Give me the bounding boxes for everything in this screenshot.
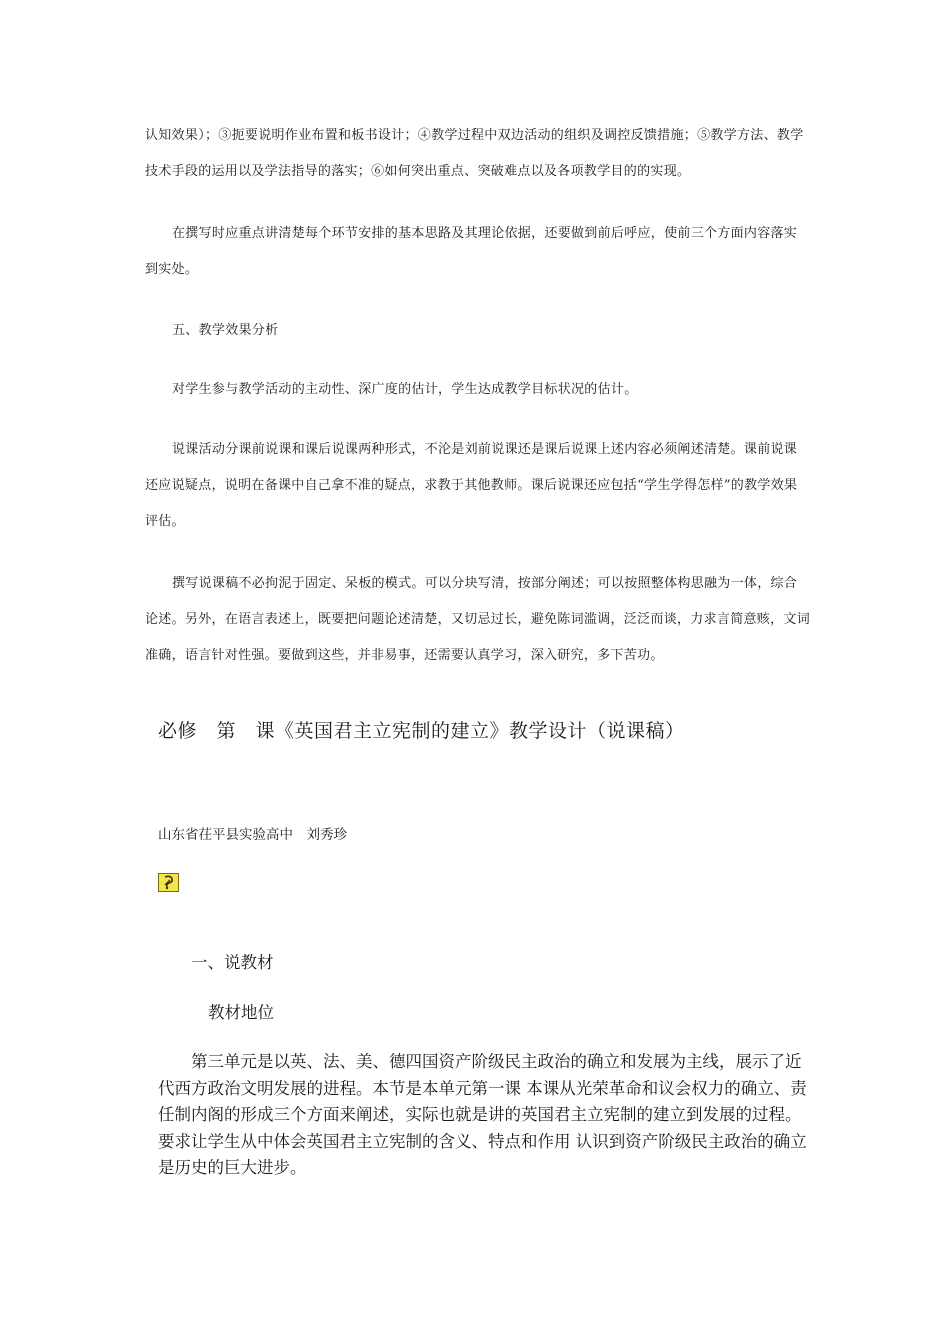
document-glyph-icon (161, 875, 176, 890)
paragraph-writing-style: 撰写说课稿不必拘泥于固定、呆板的模式。可以分块写清，按部分阐述；可以按照整体构思融为一体，综合论述。另外，在语言表述上，既要把问题论述清楚，又切忌过长，避免陈词滥调，泛泛而谈，力求言简意赅，文词准确，语言针对性强。要做到这些，并非易事，还需要认真学习，深入研究，多下苦功。 (145, 576, 811, 663)
heading-teaching-effect-analysis: 五、教学效果分析 (172, 323, 279, 338)
subsection-heading-textbook-position: 教材地位 (208, 1003, 274, 1022)
embedded-document-icon[interactable] (158, 873, 179, 892)
paragraph-textbook-position: 第三单元是以英、法、美、德四国资产阶级民主政治的确立和发展为主线，展示了近代西方政治文明发展的进程。本节是本单元第一课 本课从光荣革命和议会权力的确立、责任制内阁的形成三个方面来阐述，实际也就是讲的英国君主立宪制的建立到发展的过程。要求让学生从中体会英国君主立宪制的含义、特点和作用 认识到资产阶级民主政治的确立是历史的巨大进步。 (158, 1052, 807, 1177)
lesson-author: 山东省茌平县实验高中 刘秀珍 (158, 827, 347, 843)
section-heading-textbook: 一、说教材 (191, 953, 274, 972)
paragraph-effect-estimation: 对学生参与教学活动的主动性、深广度的估计，学生达成教学目标状况的估计。 (172, 382, 638, 397)
paragraph-before-after-lecture: 说课活动分课前说课和课后说课两种形式，不沦是刘前说课还是课后说课上述内容必须阐述清楚。课前说课还应说疑点，说明在备课中自己拿不准的疑点，求教于其他教师。课后说课还应包括“学生学得怎样”的教学效果评估。 (145, 442, 798, 529)
paragraph-teaching-process-continued: 认知效果）；③扼要说明作业布置和板书设计；④教学过程中双边活动的组织及调控反馈措施；⑤教学方法、教学技术手段的运用以及学法指导的落实；⑥如何突出重点、突破难点以及各项教学目的的实现。 (145, 128, 804, 179)
lesson-title: 必修 第 课《英国君主立宪制的建立》教学设计（说课稿） (158, 720, 685, 742)
paragraph-writing-advice: 在撰写时应重点讲清楚每个环节安排的基本思路及其理论依据，还要做到前后呼应，使前三个方面内容落实到实处。 (145, 226, 798, 277)
